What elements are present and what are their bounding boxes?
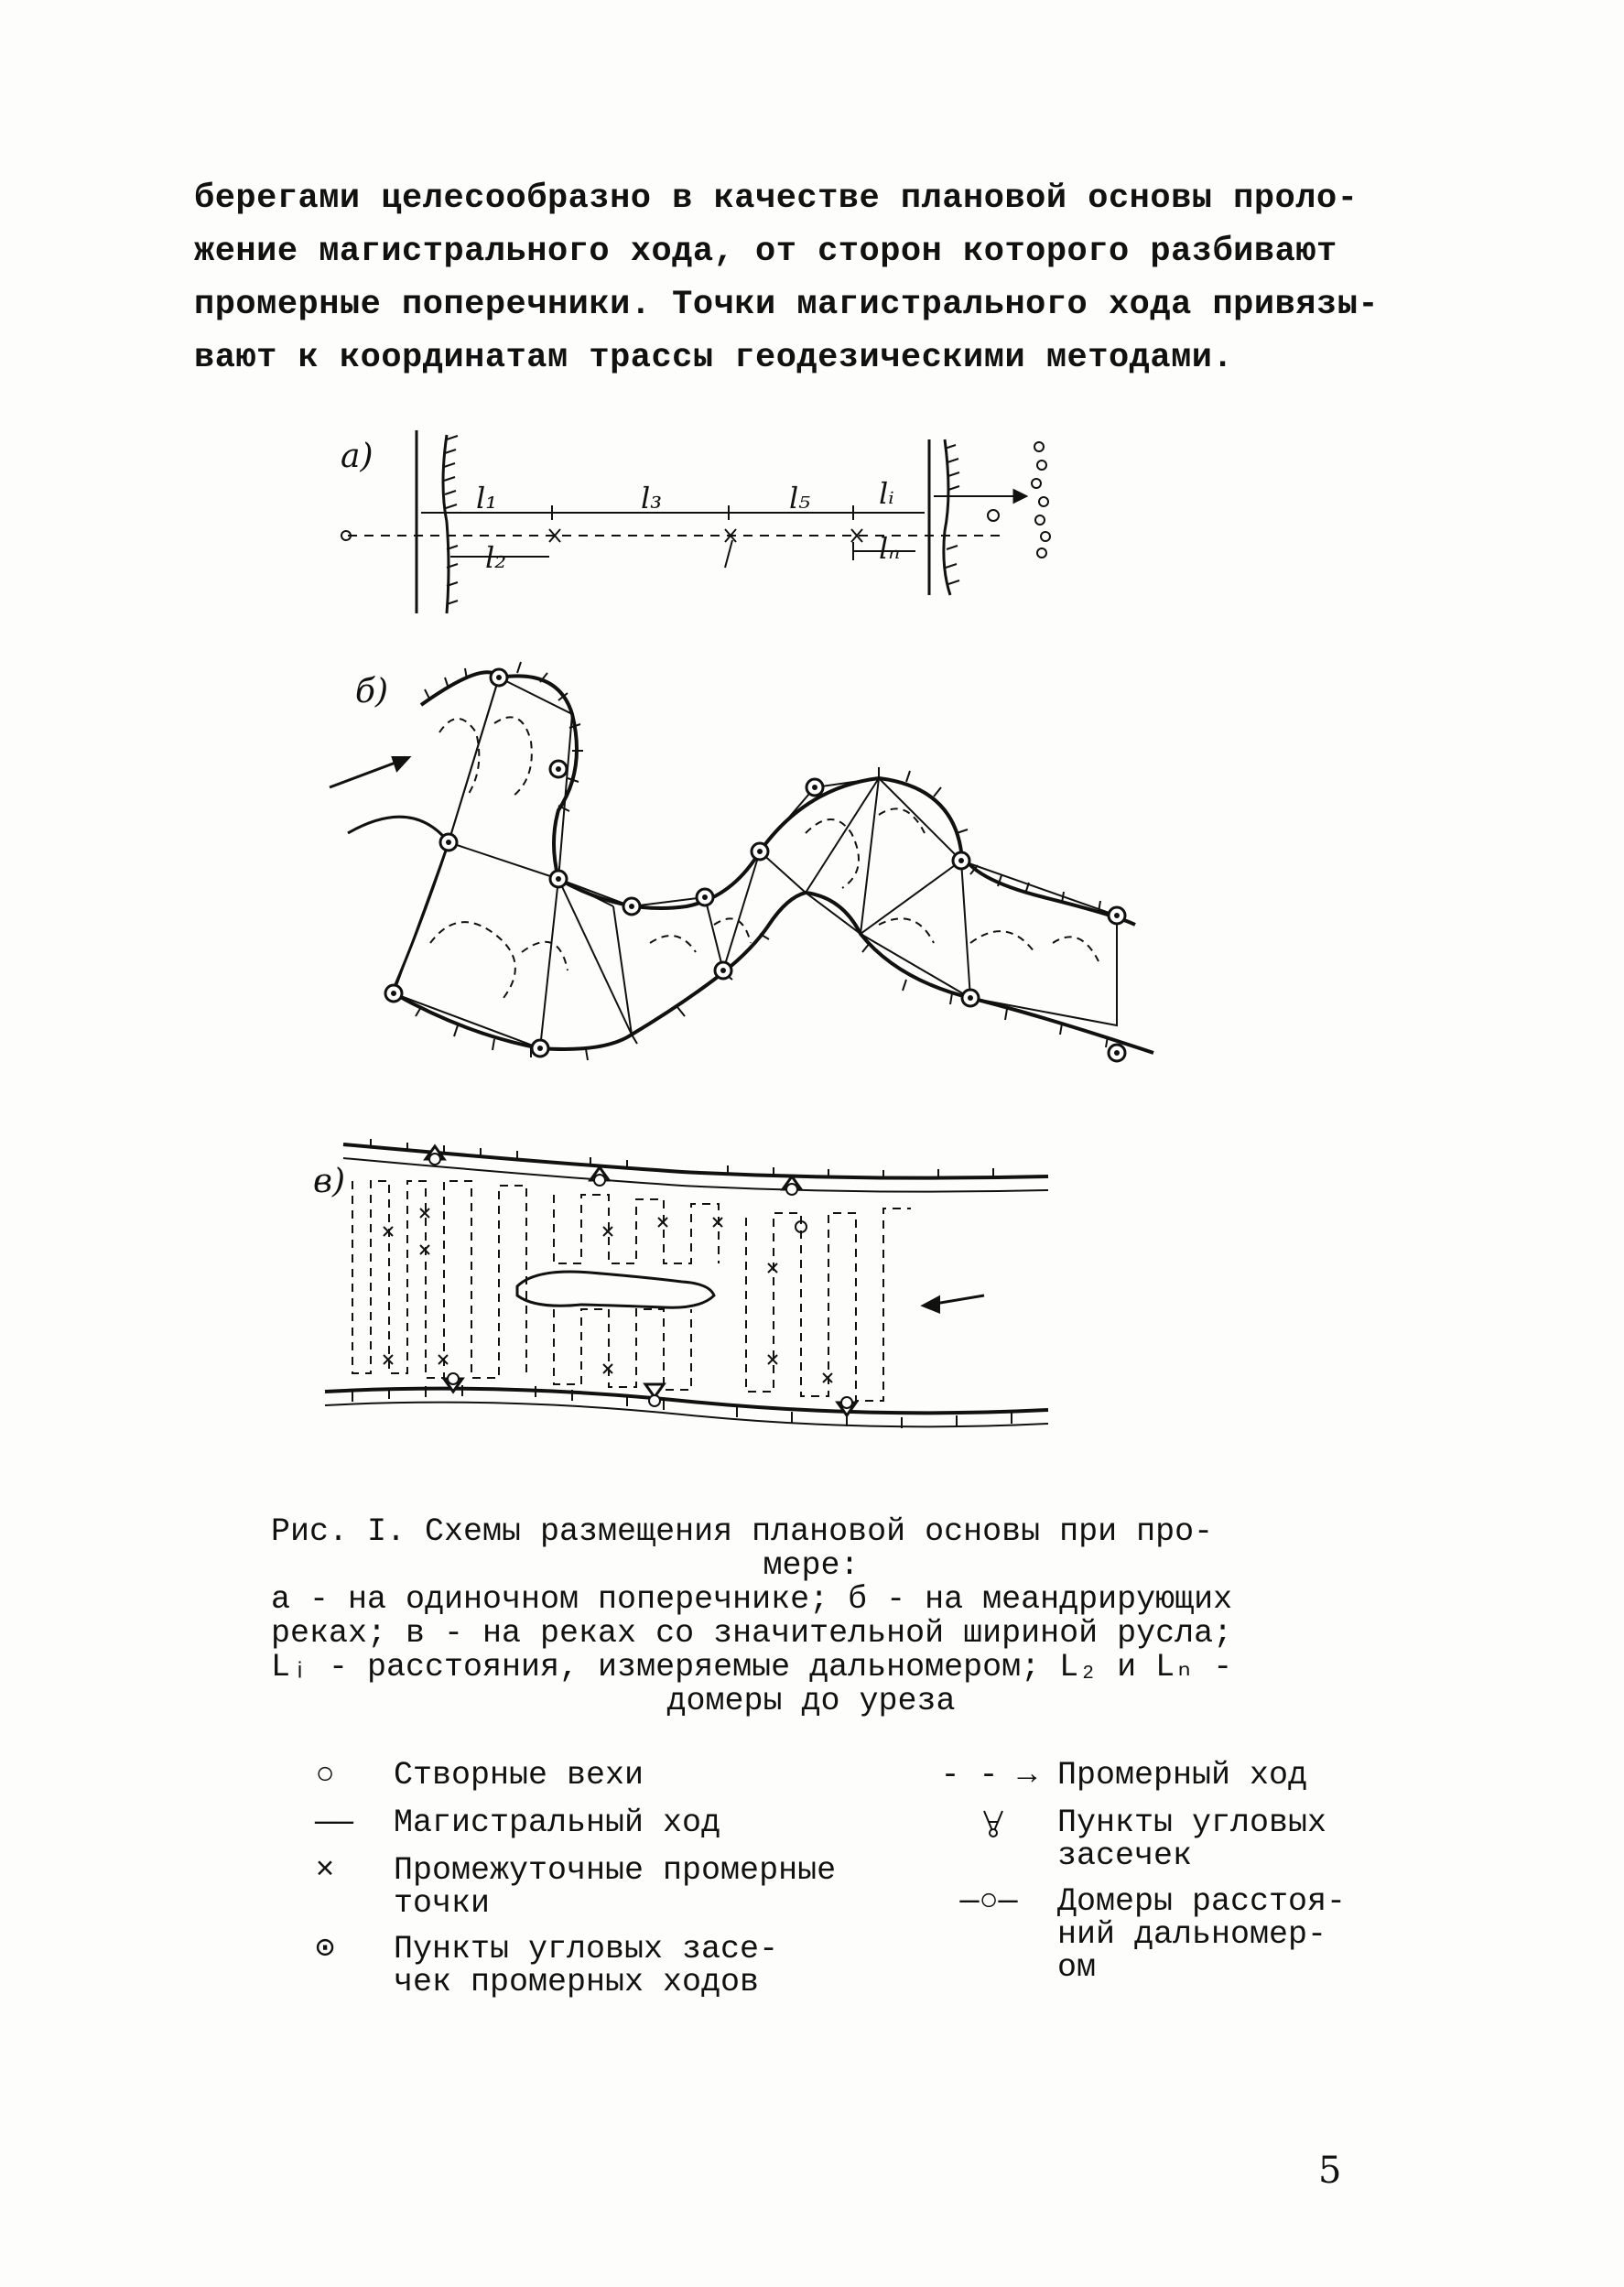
figure-v-label: в) <box>313 1163 345 1200</box>
legend-label: Магистральный ход <box>394 1805 721 1841</box>
cross-marker-icon: × <box>315 1852 335 1889</box>
caption-line: Lᵢ - расстояния, измеряемые дальномером; L₂ и Lₙ - <box>271 1649 1233 1685</box>
dashed-arrow-icon: - - → <box>940 1757 1037 1794</box>
legend-label: Промерный ход <box>1057 1757 1308 1794</box>
range-line-icon: —○— <box>959 1883 1018 1920</box>
legend-label: чек промерных ходов <box>394 1964 760 2000</box>
dim-li: lᵢ <box>879 476 894 511</box>
dot-circle-icon: ⊙ <box>315 1931 335 1967</box>
solid-line-icon: —— <box>314 1805 353 1841</box>
intro-line: жение магистрального хода, от сторон которого разбивают <box>194 233 1337 271</box>
legend-label: Домеры расстоя- <box>1057 1883 1347 1920</box>
dim-l5: l₅ <box>789 481 811 515</box>
page-number: 5 <box>1318 2150 1342 2192</box>
intro-line: берегами целесообразно в качестве плановой основы проло- <box>194 179 1359 218</box>
intro-paragraph <box>194 172 1384 385</box>
figure-b <box>330 650 1172 1089</box>
figure-v-drawing <box>316 1126 1048 1447</box>
figure-v <box>316 1126 1048 1447</box>
circle-marker-icon: ○ <box>315 1757 335 1794</box>
legend-label: Пункты угловых засе- <box>394 1931 779 1967</box>
caption-line: домеры до уреза <box>666 1683 956 1719</box>
figure-a-drawing <box>330 421 1089 632</box>
dim-l3: l₃ <box>641 481 663 515</box>
figure-b-label: б) <box>355 673 389 710</box>
figure-caption <box>271 1515 1351 1718</box>
legend-label: точки <box>394 1885 491 1922</box>
angle-point-icon <box>970 1805 1016 1840</box>
angle-point-glyph <box>980 1807 1007 1838</box>
legend <box>302 1758 1401 2032</box>
legend-label: ом <box>1057 1949 1097 1986</box>
caption-line: а - на одиночном поперечнике; б - на меандрирующих <box>271 1581 1233 1618</box>
legend-label: Пункты угловых <box>1057 1805 1327 1841</box>
caption-line: Рис. I. Схемы размещения плановой основы при про- <box>271 1513 1214 1550</box>
intro-line: вают к координатам трассы геодезическими методами. <box>194 339 1234 377</box>
legend-label: ний дальномер- <box>1057 1916 1327 1953</box>
dim-l2: l₂ <box>485 540 507 575</box>
legend-label: засечек <box>1057 1837 1193 1874</box>
figure-a <box>330 421 1089 632</box>
intro-line: промерные поперечники. Точки магистрального хода привязы- <box>194 286 1380 324</box>
legend-label: Промежуточные промерные <box>394 1852 837 1889</box>
dim-l1: l₁ <box>476 481 498 515</box>
figure-b-drawing <box>330 650 1172 1089</box>
caption-line: реках; в - на реках со значительной шириной русла; <box>271 1615 1233 1652</box>
caption-line: мере: <box>763 1547 860 1584</box>
legend-label: Створные вехи <box>394 1757 644 1794</box>
dim-ln: lₙ <box>879 531 901 566</box>
figure-a-label: а) <box>341 438 374 475</box>
